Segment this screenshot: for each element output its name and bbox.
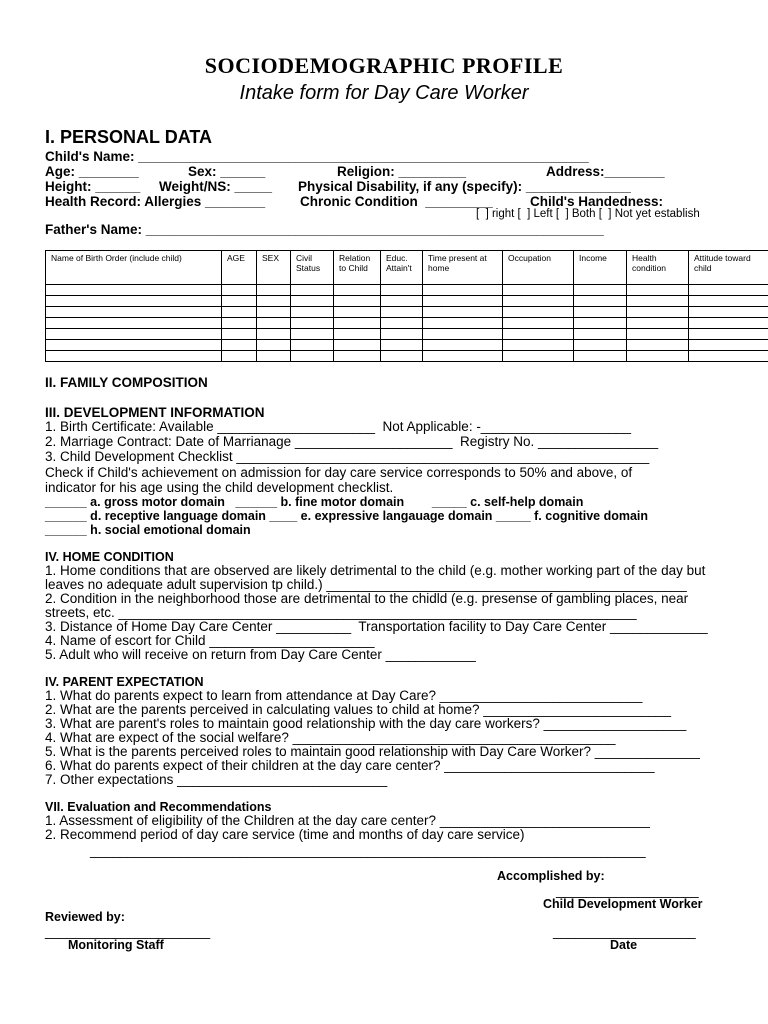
table-cell[interactable]: [423, 285, 503, 296]
table-cell[interactable]: [503, 340, 574, 351]
domains-row-2[interactable]: ______ d. receptive language domain ____ e. expressive langauage domain _____ f. cognitive domain: [45, 509, 649, 523]
table-cell[interactable]: [627, 351, 689, 362]
table-cell[interactable]: [334, 340, 381, 351]
table-cell[interactable]: [257, 351, 291, 362]
checklist-instruction-cont: indicator for his age using the child development checklist.: [45, 480, 394, 495]
table-cell[interactable]: [423, 318, 503, 329]
development-checklist-field[interactable]: 3. Child Development Checklist _______________________________________________________: [45, 449, 650, 464]
col-civil-status: Civil Status: [291, 251, 334, 285]
table-cell[interactable]: [503, 351, 574, 362]
domains-row-3[interactable]: ______ h. social emotional domain: [45, 523, 251, 537]
home-condition-heading: IV. HOME CONDITION: [45, 550, 174, 564]
table-cell[interactable]: [291, 329, 334, 340]
table-cell[interactable]: [689, 329, 768, 340]
table-cell[interactable]: [423, 340, 503, 351]
fathers-name-field[interactable]: Father's Name: _____________________________________________________________: [45, 222, 604, 237]
religion-field[interactable]: Religion: _________: [337, 164, 467, 179]
col-income: Income: [574, 251, 627, 285]
col-education: Educ. Attain't: [381, 251, 423, 285]
table-cell[interactable]: [627, 285, 689, 296]
table-cell[interactable]: [381, 340, 423, 351]
table-cell[interactable]: [689, 340, 768, 351]
table-cell[interactable]: [334, 296, 381, 307]
handedness-options[interactable]: [ ] right [ ] Left [ ] Both [ ] Not yet establish: [476, 208, 700, 220]
table-cell[interactable]: [222, 296, 257, 307]
home-condition-line-1: 1. Home conditions that are observed are likely detrimental to the child (e.g. mother working part of the day but: [45, 563, 706, 578]
table-cell[interactable]: [222, 318, 257, 329]
table-cell[interactable]: [291, 340, 334, 351]
col-time-present: Time present at home: [423, 251, 503, 285]
family-table: [45, 250, 768, 362]
table-cell[interactable]: [574, 351, 627, 362]
table-cell[interactable]: [257, 329, 291, 340]
adult-receiver-field[interactable]: 5. Adult who will receive on return from Day Care Center ____________: [45, 647, 476, 662]
home-condition-line-2: 2. Condition in the neighborhood those are detrimental to the chidld (e.g. presense of gambling places, near: [45, 591, 689, 606]
table-row: [46, 340, 768, 351]
parent-question-1[interactable]: 1. What do parents expect to learn from attendance at Day Care? ___________________________: [45, 688, 643, 703]
parent-question-2[interactable]: 2. What are the parents perceived in calculating values to child at home? _________________________: [45, 702, 671, 717]
table-cell[interactable]: [689, 285, 768, 296]
domains-row-1[interactable]: ______ a. gross motor domain ______ b. fine motor domain _____ c. self-help domain: [45, 495, 584, 509]
table-cell[interactable]: [46, 307, 222, 318]
table-cell[interactable]: [46, 329, 222, 340]
cdw-label: Child Development Worker: [543, 897, 703, 911]
table-cell[interactable]: [423, 329, 503, 340]
table-cell[interactable]: [222, 340, 257, 351]
table-row: [46, 318, 768, 329]
parent-question-4[interactable]: 4. What are expect of the social welfare? ___________________________________________: [45, 730, 616, 745]
table-cell[interactable]: [503, 285, 574, 296]
col-sex: SEX: [257, 251, 291, 285]
table-cell[interactable]: [46, 340, 222, 351]
table-cell[interactable]: [503, 296, 574, 307]
handedness-label: Child's Handedness:: [530, 194, 663, 209]
marriage-contract-field[interactable]: 2. Marriage Contract: Date of Marrianage _____________________ Registry No. ________________: [45, 434, 659, 449]
table-cell[interactable]: [574, 318, 627, 329]
table-cell[interactable]: [222, 351, 257, 362]
table-cell[interactable]: [334, 351, 381, 362]
table-cell[interactable]: [574, 296, 627, 307]
table-cell[interactable]: [257, 285, 291, 296]
monitoring-signature-line[interactable]: ______________________: [45, 924, 211, 939]
table-cell[interactable]: [503, 318, 574, 329]
table-cell[interactable]: [291, 296, 334, 307]
table-cell[interactable]: [291, 351, 334, 362]
personal-data-heading: I. PERSONAL DATA: [45, 127, 213, 147]
col-age: AGE: [222, 251, 257, 285]
height-field[interactable]: Height: ______: [45, 179, 141, 194]
parent-question-6[interactable]: 6. What do parents expect of their children at the day care center? ____________________________: [45, 758, 655, 773]
table-cell[interactable]: [46, 351, 222, 362]
recommend-period-label: 2. Recommend period of day care service (time and months of day care service): [45, 827, 525, 842]
distance-field[interactable]: 3. Distance of Home Day Care Center __________ Transportation facility to Day Care Center _____________: [45, 619, 708, 634]
table-cell[interactable]: [334, 285, 381, 296]
parent-question-3[interactable]: 3. What are parent's roles to maintain good relationship with the day care workers? ___________________: [45, 716, 687, 731]
disability-field[interactable]: Physical Disability, if any (specify): ______________: [298, 179, 631, 194]
table-cell[interactable]: [257, 318, 291, 329]
table-cell[interactable]: [627, 340, 689, 351]
table-cell[interactable]: [503, 329, 574, 340]
table-cell[interactable]: [334, 318, 381, 329]
table-cell[interactable]: [46, 296, 222, 307]
family-table-header: [46, 251, 768, 285]
checklist-instruction: Check if Child's achievement on admission for day care service corresponds to 50% and above, of: [45, 465, 633, 480]
table-cell[interactable]: [46, 318, 222, 329]
table-cell[interactable]: [627, 296, 689, 307]
table-cell[interactable]: [689, 296, 768, 307]
table-cell[interactable]: [689, 351, 768, 362]
age-field[interactable]: Age: ________: [45, 164, 139, 179]
table-cell[interactable]: [627, 329, 689, 340]
table-row: [46, 329, 768, 340]
table-cell[interactable]: [627, 307, 689, 318]
recommend-period-field[interactable]: __________________________________________________________________________: [90, 843, 646, 858]
table-row: [46, 307, 768, 318]
table-cell[interactable]: [334, 307, 381, 318]
table-cell[interactable]: [291, 307, 334, 318]
table-cell[interactable]: [257, 340, 291, 351]
birth-certificate-field[interactable]: 1. Birth Certificate: Available _____________________ Not Applicable: -____________________: [45, 419, 631, 434]
table-cell[interactable]: [381, 307, 423, 318]
parent-question-5[interactable]: 5. What is the parents perceived roles to maintain good relationship with Day Care Worker? ______________: [45, 744, 700, 759]
table-cell[interactable]: [257, 296, 291, 307]
evaluation-heading: VII. Evaluation and Recommendations: [45, 800, 272, 814]
table-cell[interactable]: [627, 318, 689, 329]
col-name: Name of Birth Order (include child): [46, 251, 222, 285]
family-composition-heading: II. FAMILY COMPOSITION: [45, 375, 208, 390]
table-cell[interactable]: [257, 307, 291, 318]
table-row: [46, 285, 768, 296]
eligibility-field[interactable]: 1. Assessment of eligibility of the Children at the day care center? ____________________________: [45, 813, 650, 828]
table-cell[interactable]: [689, 318, 768, 329]
table-cell[interactable]: [574, 340, 627, 351]
table-cell[interactable]: [222, 307, 257, 318]
table-cell[interactable]: [222, 285, 257, 296]
col-occupation: Occupation: [503, 251, 574, 285]
table-cell[interactable]: [46, 285, 222, 296]
parent-question-7[interactable]: 7. Other expectations ____________________________: [45, 772, 388, 787]
sex-field[interactable]: Sex: ______: [188, 164, 266, 179]
col-relation: Relation to Child: [334, 251, 381, 285]
date-line[interactable]: ___________________: [553, 924, 696, 939]
table-cell[interactable]: [381, 351, 423, 362]
table-cell[interactable]: [381, 318, 423, 329]
date-label: Date: [610, 938, 638, 952]
table-cell[interactable]: [689, 307, 768, 318]
table-cell[interactable]: [381, 329, 423, 340]
table-cell[interactable]: [423, 307, 503, 318]
table-cell[interactable]: [381, 285, 423, 296]
col-attitude: Attitude toward child: [689, 251, 768, 285]
table-row: [46, 296, 768, 307]
table-cell[interactable]: [381, 296, 423, 307]
table-cell[interactable]: [423, 351, 503, 362]
table-cell[interactable]: [423, 296, 503, 307]
table-cell[interactable]: [574, 329, 627, 340]
escort-field[interactable]: 4. Name of escort for Child ______________________: [45, 633, 375, 648]
monitoring-staff-label: Monitoring Staff: [68, 938, 164, 952]
cdw-signature-line[interactable]: ___________________: [556, 883, 699, 898]
allergies-field[interactable]: Health Record: Allergies ________: [45, 194, 266, 209]
accomplished-by-label: Accomplished by:: [497, 869, 605, 883]
reviewed-by-label: Reviewed by:: [45, 910, 125, 924]
table-row: [46, 351, 768, 362]
development-heading: III. DEVELOPMENT INFORMATION: [45, 405, 265, 420]
home-condition-field-2[interactable]: streets, etc. _____________________________________________________________________: [45, 605, 637, 620]
table-cell[interactable]: [291, 318, 334, 329]
childs-name-field[interactable]: Child's Name: ____________________________________________________________: [45, 149, 589, 164]
table-cell[interactable]: [574, 307, 627, 318]
col-health: Health condition: [627, 251, 689, 285]
parent-expectation-heading: IV. PARENT EXPECTATION: [45, 675, 204, 689]
home-condition-field-1[interactable]: leaves no adequate adult supervision tp child.) ________________________________________________: [45, 577, 687, 592]
form-subtitle: Intake form for Day Care Worker: [239, 82, 529, 104]
table-cell[interactable]: [291, 285, 334, 296]
weight-field[interactable]: Weight/NS: _____: [159, 179, 273, 194]
form-title: SOCIODEMOGRAPHIC PROFILE: [204, 53, 564, 78]
table-cell[interactable]: [503, 307, 574, 318]
table-cell[interactable]: [222, 329, 257, 340]
table-cell[interactable]: [334, 329, 381, 340]
address-field[interactable]: Address:________: [546, 164, 665, 179]
chronic-condition-field[interactable]: Chronic Condition _________: [300, 194, 493, 209]
family-table-body: [46, 285, 768, 362]
table-cell[interactable]: [574, 285, 627, 296]
